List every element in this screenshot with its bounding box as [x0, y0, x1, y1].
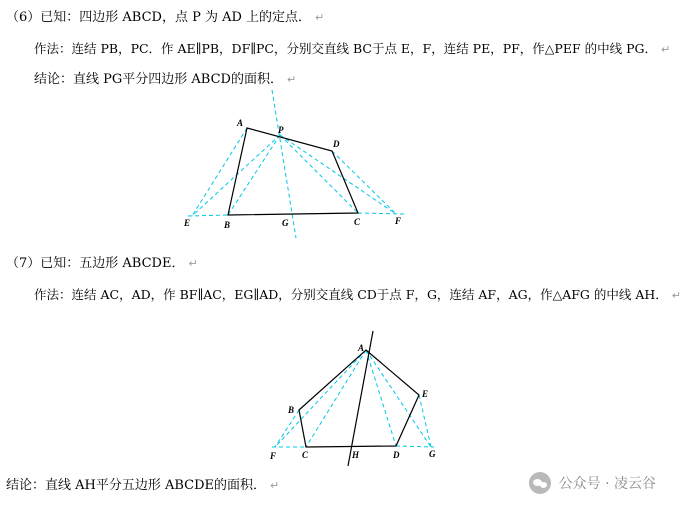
label-D-7: D	[393, 450, 400, 460]
label-C: C	[354, 217, 361, 227]
label-A: A	[237, 118, 244, 128]
label-D: D	[333, 139, 340, 149]
paragraph-mark-icon: ↵	[286, 73, 297, 86]
pentagon-ABCDE	[299, 350, 419, 447]
paragraph-mark-icon: ↵	[671, 289, 681, 302]
section6-method: 作法：连结 PB，PC．作 AE∥PB，DF∥PC，分别交直线 BC于点 E，F，连结 PE，PF，作△PEF 的中线 PG． ↵	[34, 41, 671, 56]
section6-conclusion: 结论：直线 PG平分四边形 ABCD的面积． ↵	[34, 72, 297, 87]
label-B-7: B	[288, 405, 295, 415]
line-BF	[275, 410, 299, 447]
section7-conclusion: 结论：直线 AH平分五边形 ABCDE的面积． ↵	[6, 478, 280, 493]
label-E-7: E	[422, 389, 429, 399]
line-AF	[275, 350, 366, 447]
section6-heading: （6）已知：四边形 ABCD，点 P 为 AD 上的定点． ↵	[6, 10, 325, 25]
label-A-7: A	[358, 343, 365, 353]
line-AD	[366, 350, 396, 446]
section7-heading: （7）已知：五边形 ABCDE． ↵	[6, 256, 198, 271]
watermark-text: 公众号 · 凌云谷	[558, 476, 656, 492]
label-C-7: C	[302, 450, 309, 460]
paragraph-mark-icon: ↵	[315, 11, 325, 24]
label-E: E	[184, 218, 191, 228]
label-F-7: F	[270, 451, 277, 461]
watermark	[529, 472, 656, 494]
label-F: F	[395, 216, 402, 226]
label-P: P	[278, 125, 284, 135]
line-DG	[396, 446, 434, 447]
construction-lines-7	[272, 350, 434, 447]
line-AC	[306, 350, 366, 447]
label-H-7: H	[352, 450, 360, 460]
line-EG	[419, 395, 431, 447]
paragraph-mark-icon: ↵	[660, 43, 671, 56]
section7-method: 作法：连结 AC，AD，作 BF∥AC，EG∥AD，分别交直线 CD于点 F，G，连结 AF，AG，作△AFG 的中线 AH． ↵	[34, 287, 681, 302]
paragraph-mark-icon: ↵	[188, 257, 198, 270]
wechat-icon	[529, 472, 551, 494]
label-G-7: G	[429, 449, 436, 459]
label-B: B	[224, 220, 231, 230]
label-G: G	[282, 218, 289, 228]
paragraph-mark-icon: ↵	[270, 479, 280, 492]
